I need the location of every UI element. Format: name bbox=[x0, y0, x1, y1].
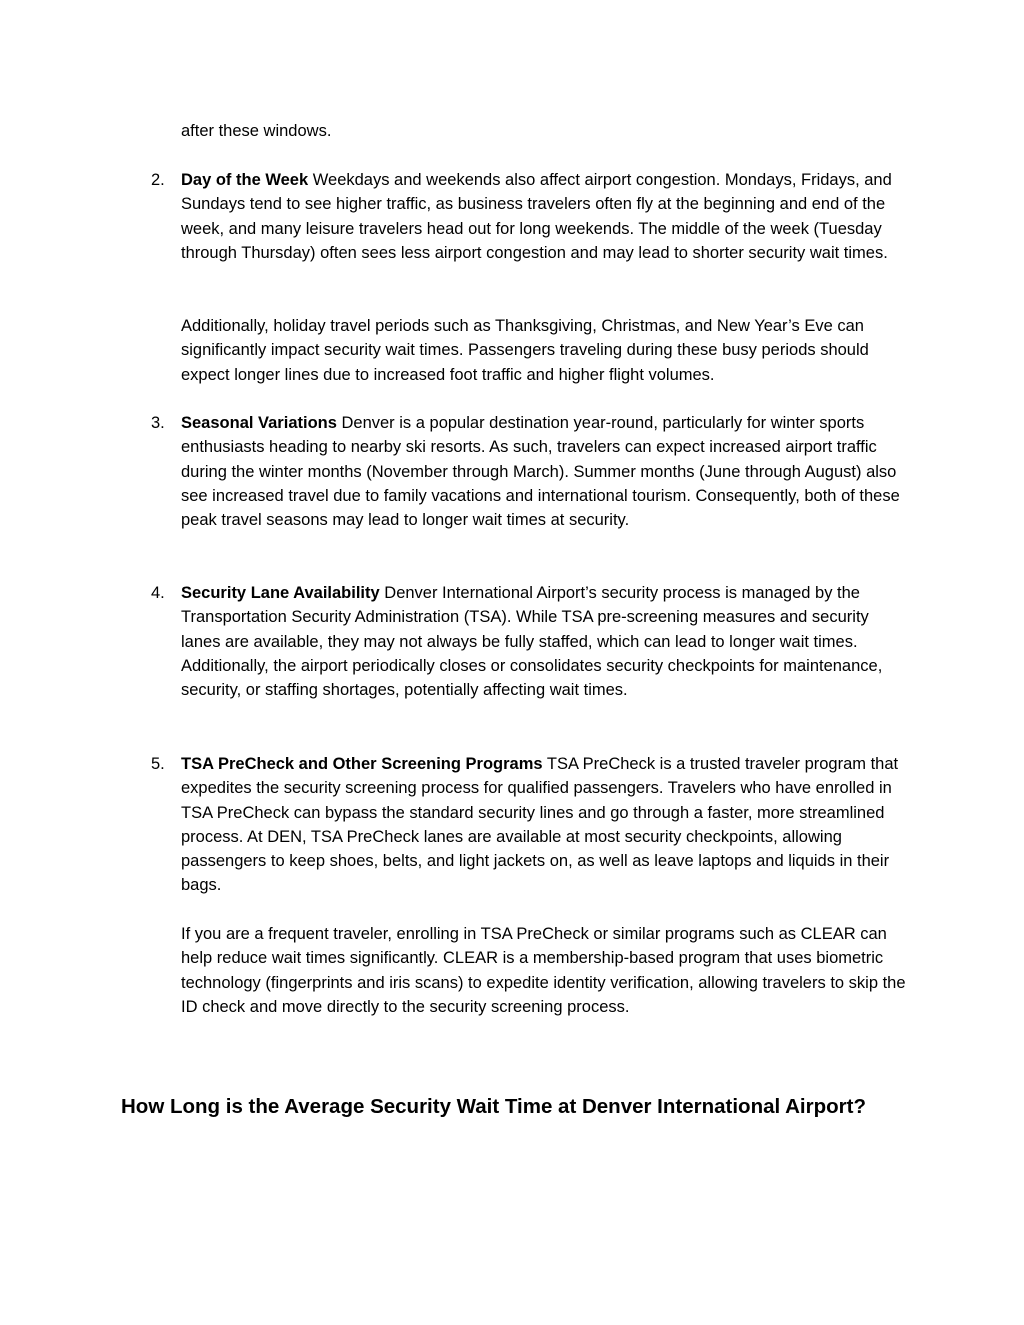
list-item-body: Weekdays and weekends also affect airport congestion. Mondays, Fridays, and Sundays tend to see higher traffic, as business travelers often fly at the beginning and end of the week, and many leisure travelers head out for long weekends. The middle of the week (Tuesday through Thursday) often sees less airport congestion and may lead to shorter security wait times. bbox=[181, 171, 892, 262]
intro-fragment: after these windows. bbox=[181, 122, 332, 140]
list-item-paragraph bbox=[181, 752, 906, 898]
list-item-number: 5. bbox=[151, 755, 165, 773]
list-item-body: Denver International Airport’s security process is managed by the Transportation Security Administration (TSA). While TSA pre-screening measures and security lanes are available, they may not always be fully staffed, which can lead to longer wait times. Additionally, the airport periodically closes or consolidates security checkpoints for maintenance, security, or staffing shortages, potentially affecting wait times. bbox=[181, 584, 883, 700]
list-item-paragraph bbox=[181, 581, 906, 702]
list-item-title: Day of the Week bbox=[181, 171, 309, 189]
list-item-extra-paragraph: If you are a frequent traveler, enrolling in TSA PreCheck or similar programs such as CLEAR can help reduce wait times significantly. CLEAR is a membership-based program that uses biometric technology (fingerprints and iris scans) to expedite identity verification, allowing travelers to skip the ID check and move directly to the security screening process. bbox=[181, 925, 906, 1016]
list-item-title: Seasonal Variations bbox=[181, 414, 337, 432]
list-item-extra-paragraph: Additionally, holiday travel periods such as Thanksgiving, Christmas, and New Year’s Eve can significantly impact security wait times. Passengers traveling during these busy periods should expect longer lines due to increased foot traffic and higher flight volumes. bbox=[181, 317, 869, 384]
list-item-number: 2. bbox=[151, 171, 165, 189]
list-item-number: 4. bbox=[151, 584, 165, 602]
list-item-paragraph bbox=[181, 411, 906, 532]
list-item-title: Security Lane Availability bbox=[181, 584, 380, 602]
list-item-paragraph bbox=[181, 168, 906, 265]
list-item-number: 3. bbox=[151, 414, 165, 432]
section-heading: How Long is the Average Security Wait Time at Denver International Airport? bbox=[121, 1095, 866, 1118]
list-item-title: TSA PreCheck and Other Screening Programs bbox=[181, 755, 543, 773]
list-item-body: Denver is a popular destination year-round, particularly for winter sports enthusiasts heading to nearby ski resorts. As such, travelers can expect increased airport traffic during the winter months (November through March). Summer months (June through August) also see increased travel due to family vacations and international tourism. Consequently, both of these peak travel seasons may lead to longer wait times at security. bbox=[181, 414, 900, 530]
list-item-body: TSA PreCheck is a trusted traveler program that expedites the security screening process for qualified passengers. Travelers who have enrolled in TSA PreCheck can bypass the standard security lines and go through a faster, more streamlined process. At DEN, TSA PreCheck lanes are available at most security checkpoints, allowing passengers to keep shoes, belts, and light jackets on, as well as leave laptops and liquids in their bags. bbox=[181, 755, 899, 895]
